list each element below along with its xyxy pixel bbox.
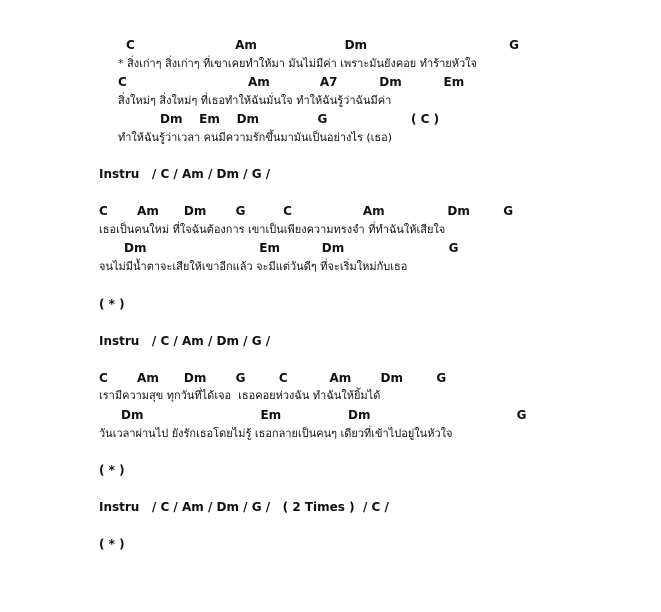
chord-line: Dm Em Dm G ( C )	[160, 112, 440, 126]
lyric-line: เธอเป็นคนใหม่ ที่ใจฉันต้องการ เขาเป็นเพียงความทรงจำ ที่ทำฉันให้เสียใจ	[99, 223, 446, 236]
lyric-line: เรามีความสุข ทุกวันที่ได้เจอ เธอคอยห่วงฉัน ทำฉันให้ยิ้มได้	[99, 389, 381, 402]
lyric-line: * สิ่งเก่าๆ สิ่งเก่าๆ ที่เขาเคยทำให้มา มันไม่มีค่า เพราะมันยังคอย ทำร้ายหัวใจ	[118, 57, 477, 70]
chorus-repeat-marker: ( * )	[99, 537, 125, 551]
chord-line: C Am Dm G C Am Dm G	[99, 371, 447, 385]
chord-line: Dm Em Dm G	[121, 408, 527, 422]
chord-line: C Am Dm G	[126, 38, 519, 52]
chorus-repeat-marker: ( * )	[99, 463, 125, 477]
chord-line: Dm Em Dm G	[124, 241, 459, 255]
lyric-line: วันเวลาผ่านไป ยังรักเธอโดยไม่รู้ เธอกลายเป็นคนๆ เดียวที่เข้าไปอยู่ในหัวใจ	[99, 427, 453, 440]
lyric-line: ทำให้ฉันรู้ว่าเวลา คนมีความรักขึ้นมามันเป็นอย่างไร (เธอ)	[118, 131, 393, 144]
lyric-line: จนไม่มีน้ำตาจะเสียให้เขาอีกแล้ว จะมีแต่วันดีๆ ที่จะเริ่มใหม่กับเธอ	[99, 260, 408, 273]
chord-line: C Am Dm G C Am Dm G	[99, 204, 514, 218]
chorus-repeat-marker: ( * )	[99, 297, 125, 311]
instrumental-line: Instru / C / Am / Dm / G /	[99, 167, 271, 181]
instrumental-line: Instru / C / Am / Dm / G / ( 2 Times ) / C /	[99, 500, 389, 514]
chord-line: C Am A7 Dm Em	[118, 75, 465, 89]
lyric-line: สิ่งใหม่ๆ สิ่งใหม่ๆ ที่เธอทำให้ฉันมั่นใจ ทำให้ฉันรู้ว่าฉันมีค่า	[118, 94, 392, 107]
instrumental-line: Instru / C / Am / Dm / G /	[99, 334, 271, 348]
